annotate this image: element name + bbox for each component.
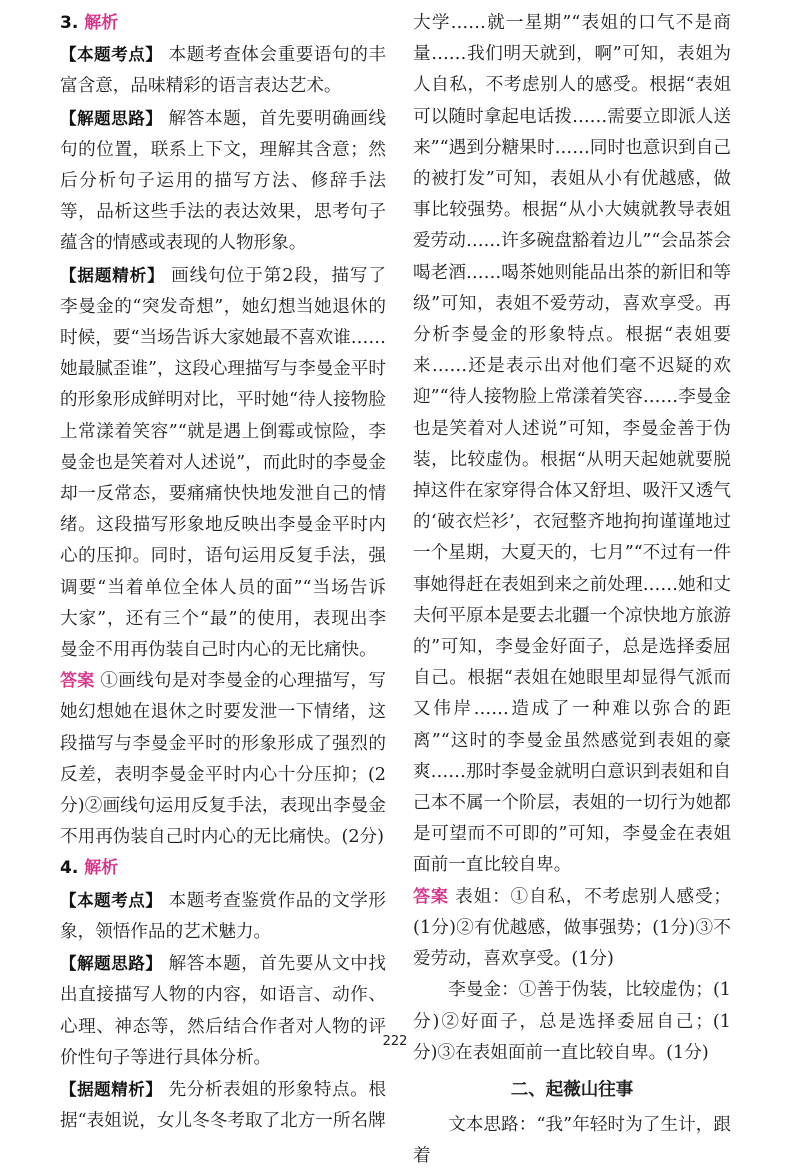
answer-text: ①画线句是对李曼金的心理描写，写她幻想她在退休之时要发泄一下情绪，这段描写与李曼金平时的形象形成了强烈的反差，表明李曼金平时内心十分压抑；(2分)②画线句运用反复手法，表现出李曼金不用再伪装自己时内心的无比痛快。(2分)	[60, 671, 386, 848]
q4-answer	[413, 882, 731, 976]
answer-text-biaojie: 表姐：①自私，不考虑别人感受；(1分)②有优越感，做事强势；(1分)③不爱劳动，喜欢享受。(1分)	[413, 886, 732, 970]
kaodian-tag: 【本题考点】	[60, 45, 163, 65]
jieti-tag: 【解题思路】	[60, 108, 163, 128]
q3-jingxi	[60, 260, 386, 667]
kaodian-text: 本题考查鉴赏作品的文学形象，领悟作品的艺术魅力。	[60, 890, 386, 942]
page-number: 222	[382, 1034, 408, 1049]
answer-label: 答案	[60, 671, 95, 692]
question-title: 解析	[84, 13, 119, 33]
jieti-text: 解答本题，首先要明确画线句的位置，联系上下文，理解其含意；然后分析句子运用的描写方法、修辞手法等，品析这些手法的表达效果，思考句子蕴含的情感或表现的人物形象。	[60, 108, 386, 254]
kaodian-tag: 【本题考点】	[60, 890, 163, 910]
answer-label: 答案	[413, 886, 449, 907]
question-number: 3.	[60, 13, 79, 33]
question-title: 解析	[84, 858, 119, 879]
jieti-tag: 【解题思路】	[60, 954, 163, 974]
q4-jieti	[60, 948, 386, 1074]
section-title: 二、起薇山往事	[510, 1079, 634, 1100]
kaodian-text: 本题考查体会重要语句的丰富含意，品味精彩的语言表达艺术。	[60, 45, 386, 97]
q3-jieti	[60, 103, 386, 260]
section-text: 文本思路：“我”年轻时为了生计，跟着	[413, 1115, 731, 1167]
jingxi-tag: 【据题精析】	[60, 265, 165, 285]
jieti-text: 解答本题，首先要从文中找出直接描写人物的内容，如语言、动作、心理、神态等，然后结合作者对人物的评价性句子等进行具体分析。	[60, 954, 386, 1068]
jingxi-tag: 【据题精析】	[60, 1079, 163, 1099]
q4-kaodian	[60, 885, 386, 948]
q4-jingxi-continued: 大学……就一星期”“表姐的口气不是商量……我们明天就到，啊”可知，表姐为人自私，不考虑别人的感受。根据“表姐可以随时拿起电话拨……需要立即派人送来”“遇到分糖果时……同时也意识到自己的被打发”可知，表姐从小有优越感，做事比较强势。根据“从小大姨就教导表姐爱劳动……许多碗盘豁着边儿”“会品茶会喝老酒……喝茶她则能品出茶的新旧和等级”可知，表姐不爱劳动，喜欢享受。再分析李曼金的形象特点。根据“表姐要来……还是表示出对他们毫不迟疑的欢迎”“待人接物脸上常漾着笑容……李曼金也是笑着对人述说”可知，李曼金善于伪装，比较虚伪。根据“从明天起她就要脱掉这件在家穿得合体又舒坦、吸汗又透气的‘破衣烂衫’，衣冠整齐地拘拘谨谨地过一个星期，大夏天的，七月”“不过有一件事她得赶在表姐到来之前处理……她和丈夫何平原本是要去北疆一个凉快地方旅游的”可知，李曼金好面子，总是选择委屈自己。根据“表姐在她眼里却显得气派而又伟岸……造成了一种难以弥合的距离”“这时的李曼金虽然感觉到表姐的豪爽……那时李曼金就明白意识到表姐和自己本不属一个阶层，表姐的一切行为她都是可望而不可即的”可知，李曼金在表姐面前一直比较自卑。	[413, 13, 731, 876]
jingxi-text: 先分析表姐的形象特点。根据“表姐说，女儿冬冬考取了北方一所名牌	[60, 1079, 386, 1132]
question-number: 4.	[60, 858, 79, 879]
right-column	[413, 8, 731, 1173]
answer-text-limanjin: 李曼金：①善于伪装，比较虚伪；(1分)②好面子，总是选择委屈自己；(1分)③在表姐面前一直比较自卑。(1分)	[413, 980, 731, 1063]
question-3-header	[60, 8, 386, 39]
question-4-header	[60, 853, 386, 884]
q3-answer	[60, 666, 386, 853]
q3-kaodian	[60, 39, 386, 102]
q4-jingxi	[60, 1074, 386, 1137]
jingxi-text: 画线句位于第2段，描写了李曼金的“突发奇想”，她幻想当她退休的时候，要“当场告诉大家她最不喜欢谁……她最腻歪谁”，这段心理描写与李曼金平时的形象形成鲜明对比，平时她“待人接物脸上常漾着笑容”“就是遇上倒霉或惊险，李曼金也是笑着对人述说”，而此时的李曼金却一反常态，要痛痛快快地发泄自己的情绪。这段描写形象地反映出李曼金平时内心的压抑。同时，语句运用反复手法，强调要“当着单位全体人员的面”“当场告诉大家”，还有三个“最”的使用，表现出李曼金不用再伪装自己时内心的无比痛快。	[60, 265, 387, 661]
left-column	[60, 8, 386, 1137]
